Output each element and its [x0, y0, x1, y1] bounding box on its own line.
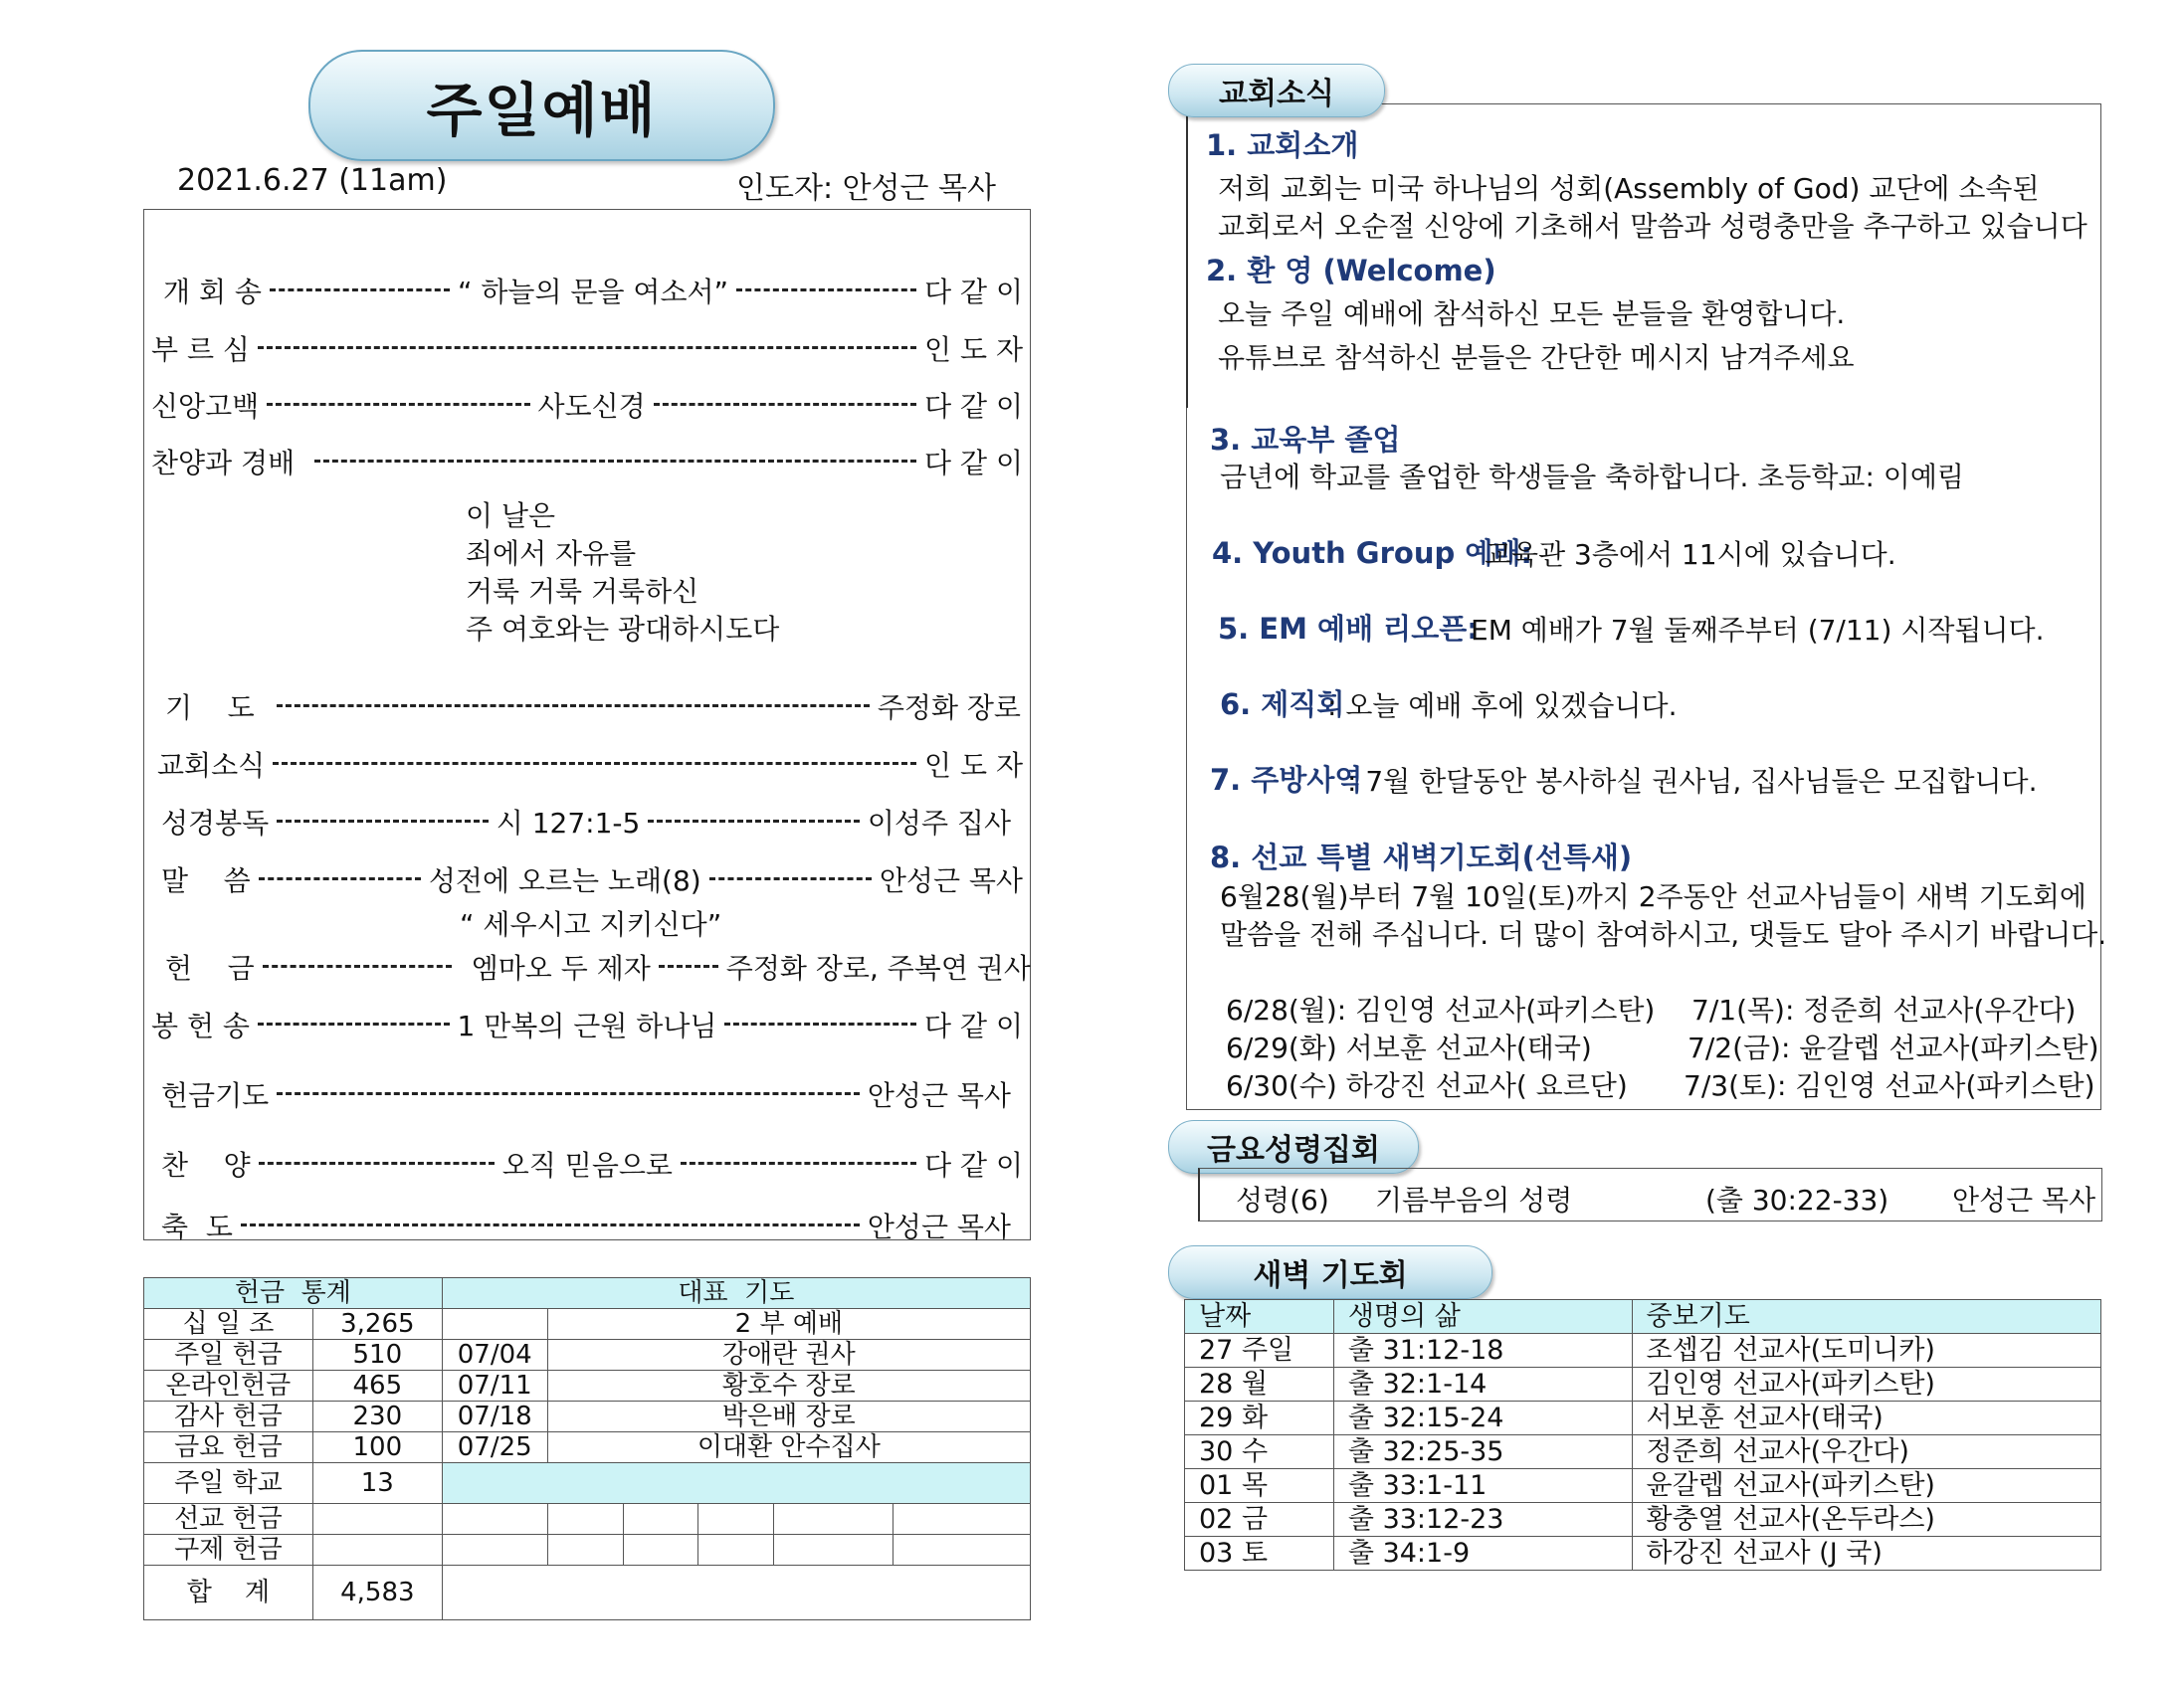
friday-session: 성령(6): [1236, 1184, 1329, 1217]
dash-leader: [273, 762, 916, 767]
dawn-day: 03 토: [1185, 1537, 1334, 1571]
order-item: [151, 328, 1027, 368]
lyric-line: 주 여호와는 광대하시도다: [466, 613, 780, 646]
order-label: 개 회 송: [163, 276, 262, 308]
table-row: [1185, 1368, 2101, 1402]
offering-label: 감사 헌금: [144, 1402, 313, 1432]
order-title: 성전에 오르는 노래(8): [428, 864, 701, 897]
schedule-entry: 6/28(월): 김인영 선교사(파키스탄): [1226, 994, 1656, 1027]
table-row: [1185, 1537, 2101, 1571]
prayer-name: 박은배 장로: [547, 1402, 1030, 1432]
order-item: [151, 385, 1027, 425]
dawn-prayer-tab: 새벽 기도회: [1168, 1245, 1492, 1299]
prayer-service: 2 부 예배: [547, 1309, 1030, 1340]
table-row: [1185, 1469, 2101, 1503]
order-label: 봉 헌 송: [151, 1010, 250, 1042]
offering-label: 온라인헌금: [144, 1371, 313, 1402]
news-text: 저희 교회는 미국 하나님의 성회(Assembly of God) 교단에 소속된: [1218, 172, 2040, 205]
news-heading: 7. 주방사역: [1210, 763, 1363, 797]
order-person: 안성근 목사: [867, 1079, 1011, 1112]
empty-cell: [442, 1535, 547, 1566]
order-person: 다 같 이: [924, 276, 1024, 308]
offering-label: 선교 헌금: [144, 1504, 313, 1535]
empty-cell: [774, 1504, 893, 1535]
order-item: [151, 1144, 1027, 1184]
order-item: [151, 744, 1027, 784]
prayer-date: 07/18: [442, 1402, 547, 1432]
order-item: [151, 686, 1027, 726]
dawn-reading: 출 33:12-23: [1333, 1503, 1632, 1537]
prayer-date-cell: [442, 1309, 547, 1340]
dawn-day: 01 목: [1185, 1469, 1334, 1503]
empty-cell: [547, 1504, 623, 1535]
empty-cell: [623, 1535, 698, 1566]
dash-leader: [277, 704, 870, 709]
news-text: : 7월 한달동안 봉사하실 권사님, 집사님들은 모집합니다.: [1347, 765, 2038, 798]
news-text: 금년에 학교를 졸업한 학생들을 축하합니다. 초등학교: 이예림: [1220, 461, 1964, 493]
dawn-day: 02 금: [1185, 1503, 1334, 1537]
order-label: 기 도: [165, 691, 255, 724]
dawn-reading: 출 34:1-9: [1333, 1537, 1632, 1571]
order-title: 시 127:1-5: [496, 807, 641, 840]
news-text: 교육관 3층에서 11시에 있습니다.: [1485, 538, 1896, 571]
order-person: 이성주 집사: [867, 807, 1012, 840]
news-heading: 3. 교육부 졸업: [1210, 423, 1401, 457]
order-person: 안성근 목사: [867, 1211, 1011, 1243]
order-label: 교회소식: [157, 749, 266, 782]
empty-cell: [698, 1535, 774, 1566]
offering-label: 구제 헌금: [144, 1535, 313, 1566]
offering-value: 100: [312, 1432, 442, 1463]
order-person: 인 도 자: [924, 749, 1023, 782]
dawn-intercession: 황충열 선교사(온두라스): [1632, 1503, 2101, 1537]
empty-cell: [774, 1535, 893, 1566]
friday-speaker: 안성근 목사: [1952, 1184, 2096, 1217]
lyric-line: 거룩 거룩 거룩하신: [466, 575, 699, 608]
news-heading: 5. EM 예배 리오픈:: [1218, 612, 1479, 646]
order-label: 헌 금: [165, 952, 255, 985]
empty-cell: [893, 1504, 1031, 1535]
dawn-header: 생명의 삶: [1333, 1300, 1632, 1334]
empty-cell: [623, 1504, 698, 1535]
worship-title: 주일예배: [308, 50, 775, 161]
dash-leader: [270, 288, 450, 293]
offering-value: [312, 1504, 442, 1535]
dash-leader: [259, 877, 421, 882]
dash-leader: [709, 877, 872, 882]
dash-leader: [277, 1092, 860, 1097]
prayer-date: 07/04: [442, 1340, 547, 1371]
dash-leader: [263, 965, 452, 970]
dash-leader: [659, 965, 718, 970]
dash-leader: [724, 1023, 916, 1028]
table-row: [1185, 1503, 2101, 1537]
order-title: 오직 믿음으로: [501, 1149, 673, 1182]
order-item: [151, 1206, 1027, 1245]
dawn-reading: 출 31:12-18: [1333, 1334, 1632, 1368]
order-person: 다 같 이: [924, 390, 1024, 423]
order-person: 주정화 장로, 주복연 권사: [725, 952, 1031, 985]
table-row: [1185, 1402, 2101, 1435]
church-news-tab: 교회소식: [1168, 64, 1385, 117]
order-title: 1 만복의 근원 하나님: [457, 1010, 717, 1042]
lyric-line: 죄에서 자유를: [466, 537, 637, 570]
dawn-intercession: 정준희 선교사(우간다): [1632, 1435, 2101, 1469]
order-item: [151, 1074, 1027, 1114]
order-label: 신앙고백: [151, 390, 260, 423]
table-row: [1185, 1334, 2101, 1368]
news-heading: 8. 선교 특별 새벽기도회(선특새): [1210, 841, 1633, 874]
order-label: 성경봉독: [161, 807, 270, 840]
sermon-subtitle: “ 세우시고 지키신다”: [460, 908, 722, 941]
schedule-entry: 7/1(목): 정준희 선교사(우간다): [1691, 994, 2077, 1027]
order-label: 찬 양: [161, 1149, 251, 1182]
order-person: 주정화 장로: [877, 691, 1021, 724]
empty-cell: [442, 1566, 1030, 1620]
news-text: 오늘 주일 예배에 참석하신 모든 분들을 환영합니다.: [1218, 297, 1846, 330]
empty-cell: [698, 1504, 774, 1535]
offering-prayer-table: [143, 1277, 1031, 1620]
schedule-entry: 7/3(토): 김인영 선교사(파키스탄): [1684, 1069, 2095, 1102]
order-label: 찬양과 경배: [151, 447, 296, 479]
news-text: 교회로서 오순절 신앙에 기초해서 말씀과 성령충만을 추구하고 있습니다: [1218, 210, 2087, 243]
dawn-day: 30 수: [1185, 1435, 1334, 1469]
schedule-entry: 6/29(화) 서보훈 선교사(태국): [1226, 1032, 1592, 1064]
news-heading: 6. 제직회: [1220, 687, 1345, 721]
offering-header: 헌금 통계: [144, 1278, 443, 1309]
offering-total-value: 4,583: [312, 1566, 442, 1620]
friday-topic: 기름부음의 성령: [1375, 1184, 1573, 1217]
schedule-entry: 7/2(금): 윤갈렙 선교사(파키스탄): [1688, 1032, 2099, 1064]
dash-leader: [654, 403, 916, 408]
dawn-intercession: 하강진 선교사 (J 국): [1632, 1537, 2101, 1571]
dash-leader: [648, 820, 860, 825]
news-text: 유튜브로 참석하신 분들은 간단한 메시지 남겨주세요: [1218, 341, 1855, 374]
offering-label: 십 일 조: [144, 1309, 313, 1340]
offering-value: 3,265: [312, 1309, 442, 1340]
prayer-header: 대표 기도: [442, 1278, 1030, 1309]
offering-label: 금요 헌금: [144, 1432, 313, 1463]
news-text: 6월28(월)부터 7월 10일(토)까지 2주동안 선교사님들이 새벽 기도회에: [1220, 880, 2086, 913]
dawn-reading: 출 32:15-24: [1333, 1402, 1632, 1435]
dash-leader: [277, 820, 489, 825]
dash-leader: [267, 403, 529, 408]
dash-leader: [241, 1223, 860, 1228]
order-person: 다 같 이: [924, 447, 1023, 479]
offering-value: 230: [312, 1402, 442, 1432]
order-person: 다 같 이: [924, 1149, 1024, 1182]
dawn-reading: 출 32:1-14: [1333, 1368, 1632, 1402]
news-text: : 오늘 예배 후에 있겠습니다.: [1327, 689, 1678, 722]
dash-leader: [258, 1023, 450, 1028]
order-item: [151, 271, 1027, 310]
order-item: [151, 947, 1031, 987]
offering-value: 465: [312, 1371, 442, 1402]
offering-value: 13: [312, 1463, 442, 1504]
dawn-intercession: 조셉김 선교사(도미니카): [1632, 1334, 2101, 1368]
empty-cell: [893, 1535, 1031, 1566]
news-text: EM 예배가 7월 둘째주부터 (7/11) 시작됩니다.: [1471, 614, 2045, 647]
order-label: 축 도: [161, 1211, 233, 1243]
prayer-date: 07/11: [442, 1371, 547, 1402]
dash-leader: [258, 346, 916, 351]
prayer-name: 이대환 안수집사: [547, 1432, 1030, 1463]
prayer-name: 강애란 권사: [547, 1340, 1030, 1371]
dawn-header: 중보기도: [1632, 1300, 2101, 1334]
dash-leader: [259, 1162, 495, 1167]
dawn-reading: 출 33:1-11: [1333, 1469, 1632, 1503]
order-title: 엠마오 두 제자: [471, 952, 651, 985]
dawn-intercession: 서보훈 선교사(태국): [1632, 1402, 2101, 1435]
dawn-day: 29 화: [1185, 1402, 1334, 1435]
offering-label: 주일 학교: [144, 1463, 313, 1504]
service-date: 2021.6.27 (11am): [177, 163, 448, 198]
news-text: 말씀을 전해 주십니다. 더 많이 참여하시고, 댓들도 달아 주시기 바랍니다.: [1220, 918, 2107, 951]
order-item: [151, 802, 1027, 842]
worship-leader: 인도자: 안성근 목사: [736, 171, 997, 206]
dawn-prayer-table: [1184, 1299, 2101, 1571]
dawn-intercession: 김인영 선교사(파키스탄): [1632, 1368, 2101, 1402]
news-heading: 1. 교회소개: [1206, 128, 1359, 162]
order-person: 안성근 목사: [879, 864, 1023, 897]
table-row: [1185, 1435, 2101, 1469]
order-label: 말 씀: [161, 864, 251, 897]
lyric-line: 이 날은: [466, 499, 556, 532]
empty-cell: [547, 1535, 623, 1566]
offering-value: 510: [312, 1340, 442, 1371]
dawn-intercession: 윤갈렙 선교사(파키스탄): [1632, 1469, 2101, 1503]
dawn-day: 28 월: [1185, 1368, 1334, 1402]
order-person: 다 같 이: [924, 1010, 1023, 1042]
order-item: [151, 859, 1027, 899]
news-heading: 2. 환 영 (Welcome): [1206, 254, 1496, 287]
dawn-day: 27 주일: [1185, 1334, 1334, 1368]
order-item: [151, 1005, 1027, 1044]
offering-value: [312, 1535, 442, 1566]
dash-leader: [681, 1162, 916, 1167]
hymn-lyrics: [466, 497, 779, 649]
empty-cell: [442, 1504, 547, 1535]
dawn-header: 날짜: [1185, 1300, 1334, 1334]
order-title: “ 하늘의 문을 여소서”: [457, 276, 729, 308]
order-label: 헌금기도: [161, 1079, 270, 1112]
prayer-date: 07/25: [442, 1432, 547, 1463]
order-person: 인 도 자: [924, 333, 1023, 366]
schedule-entry: 6/30(수) 하강진 선교사( 요르단): [1226, 1069, 1628, 1102]
friday-meeting-row: [1198, 1168, 2102, 1221]
news-heading: 4. Youth Group 예배:: [1212, 536, 1532, 570]
friday-meeting-tab: 금요성령집회: [1168, 1120, 1419, 1174]
prayer-name: 황호수 장로: [547, 1371, 1030, 1402]
order-title: 사도신경: [537, 390, 646, 423]
divider: [1186, 80, 1188, 408]
friday-reference: (출 30:22-33): [1705, 1184, 1889, 1217]
offering-label: 주일 헌금: [144, 1340, 313, 1371]
offering-total-label: 합 계: [144, 1566, 313, 1620]
order-item: [151, 442, 1027, 481]
dawn-reading: 출 32:25-35: [1333, 1435, 1632, 1469]
order-label: 부 르 심: [151, 333, 250, 366]
dash-leader: [314, 460, 916, 465]
blank-band: [442, 1463, 1030, 1504]
dash-leader: [736, 288, 916, 293]
